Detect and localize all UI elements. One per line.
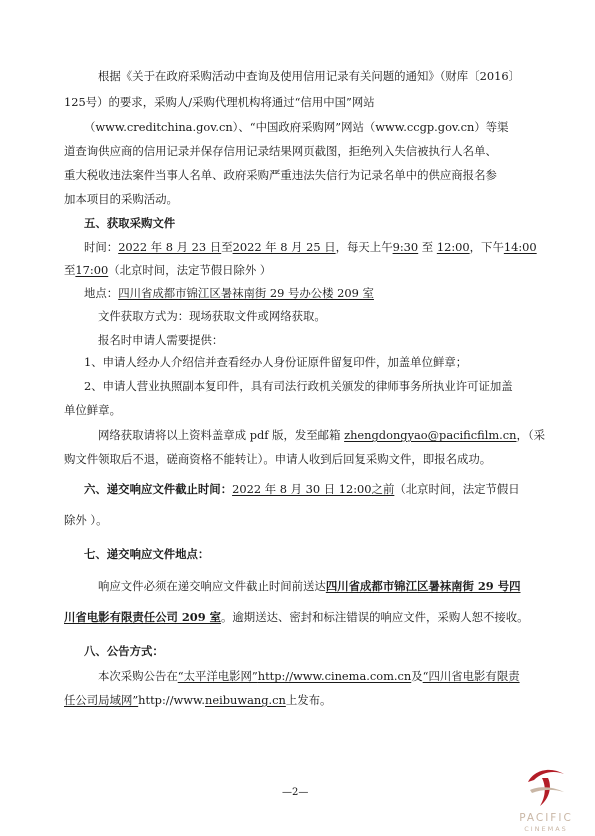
paragraph-credit-line: （www.creditchina.gov.cn）、“中国政府采购网”网站（www.ccgp.gov.cn）等渠 [84,120,509,134]
paragraph-credit-line: 加本项目的采购活动。 [64,192,178,206]
morning-end: 12:00 [436,240,470,254]
section-heading-submit-place: 七、递交响应文件地点： [84,547,210,561]
section-heading-deadline: 六、递交响应文件截止时间：2022 年 8 月 30 日 12:00之前（北京时间，法定节假日 [84,482,520,496]
paragraph-credit-line: 根据《关于在政府采购活动中查询及使用信用记录有关问题的通知》（财库〔2016〕 [98,69,520,83]
submit-place-line-2: 川省电影有限责任公司 209 室。逾期送达、密封和标注错误的响应文件，采购人恕不接收。 [64,610,529,624]
net-obtain-line-2: 购文件领取后不退，磋商资格不能转让）。申请人收到后回复采购文件，即报名成功。 [64,452,492,466]
obtain-method: 文件获取方式为：现场获取文件或网络获取。 [98,309,326,323]
url-neibuwang[interactable]: http://www.neibuwang.cn [138,693,286,707]
announcement-line-2: 任公司局域网”http://www.neibuwang.cn上发布。 [64,693,332,707]
announcement-line: 本次采购公告在“太平洋电影网”http://www.cinema.com.cn及“四川省电影有限责 [98,669,520,683]
submit-address: 四川省成都市锦江区暑袜南街 29 号四 [325,579,521,593]
start-date: 2022 年 8 月 23 日 [118,240,222,254]
afternoon-end: 17:00 [75,263,109,277]
paragraph-credit-line: 重大税收违法案件当事人名单、政府采购严重违法失信行为记录名单中的供应商报名参 [64,168,497,182]
end-date: 2022 年 8 月 25 日 [232,240,336,254]
site-sichuan: “四川省电影有限责 [422,669,520,683]
obtain-place-line: 地点：四川省成都市锦江区暑袜南街 29 号办公楼 209 室 [84,286,374,300]
provide-item-2: 2、申请人营业执照副本复印件，具有司法行政机关颁发的律师事务所执业许可证加盖 [84,379,513,393]
obtain-time-line-2: 至17:00（北京时间，法定节假日除外 ） [64,263,272,277]
section-heading-announcement: 八、公告方式： [84,644,164,658]
site-cinema: “太平洋电影网” [177,669,258,683]
morning-start: 9:30 [392,240,419,254]
submit-place-line: 响应文件必须在递交响应文件截止时间前送达四川省成都市锦江区暑袜南街 29 号四 [98,579,521,593]
provide-intro: 报名时申请人需要提供： [98,333,224,347]
provide-item-2-cont: 单位鲜章。 [64,403,121,417]
afternoon-start: 14:00 [503,240,537,254]
obtain-time-line: 时间：2022 年 8 月 23 日至2022 年 8 月 25 日，每天上午9:30 至 12:00，下午14:00 [84,240,537,254]
logo-text: PACIFIC [519,812,573,824]
page-number: —2— [282,787,309,798]
deadline-time: 2022 年 8 月 30 日 12:00 [232,482,372,496]
provide-item-1: 1、申请人经办人介绍信并查看经办人身份证原件留复印件，加盖单位鲜章； [84,355,468,369]
url-cinema[interactable]: http://www.cinema.com.cn [257,669,412,683]
paragraph-credit-line: 道查询供应商的信用记录并保存信用记录结果网页截图，拒绝列入失信被执行人名单、 [64,144,497,158]
pacific-swoosh-icon [524,760,568,808]
submit-address-cont: 川省电影有限责任公司 209 室 [64,610,222,624]
net-obtain-line: 网络获取请将以上资料盖章成 pdf 版，发至邮箱 zhengdongyao@pacificfilm.cn，（采 [98,428,545,442]
paragraph-credit-line: 125号）的要求，采购人/采购代理机构将通过“信用中国”网站 [64,95,375,109]
deadline-note-cont: 除外 ）。 [64,513,108,527]
logo-subtext: CINEMAS [524,825,568,833]
pacific-cinemas-logo [506,760,586,832]
obtain-place: 四川省成都市锦江区暑袜南街 29 号办公楼 209 室 [118,286,374,300]
email-link[interactable]: zhengdongyao@pacificfilm.cn [344,428,517,442]
section-heading-obtain-docs: 五、获取采购文件 [84,216,176,230]
